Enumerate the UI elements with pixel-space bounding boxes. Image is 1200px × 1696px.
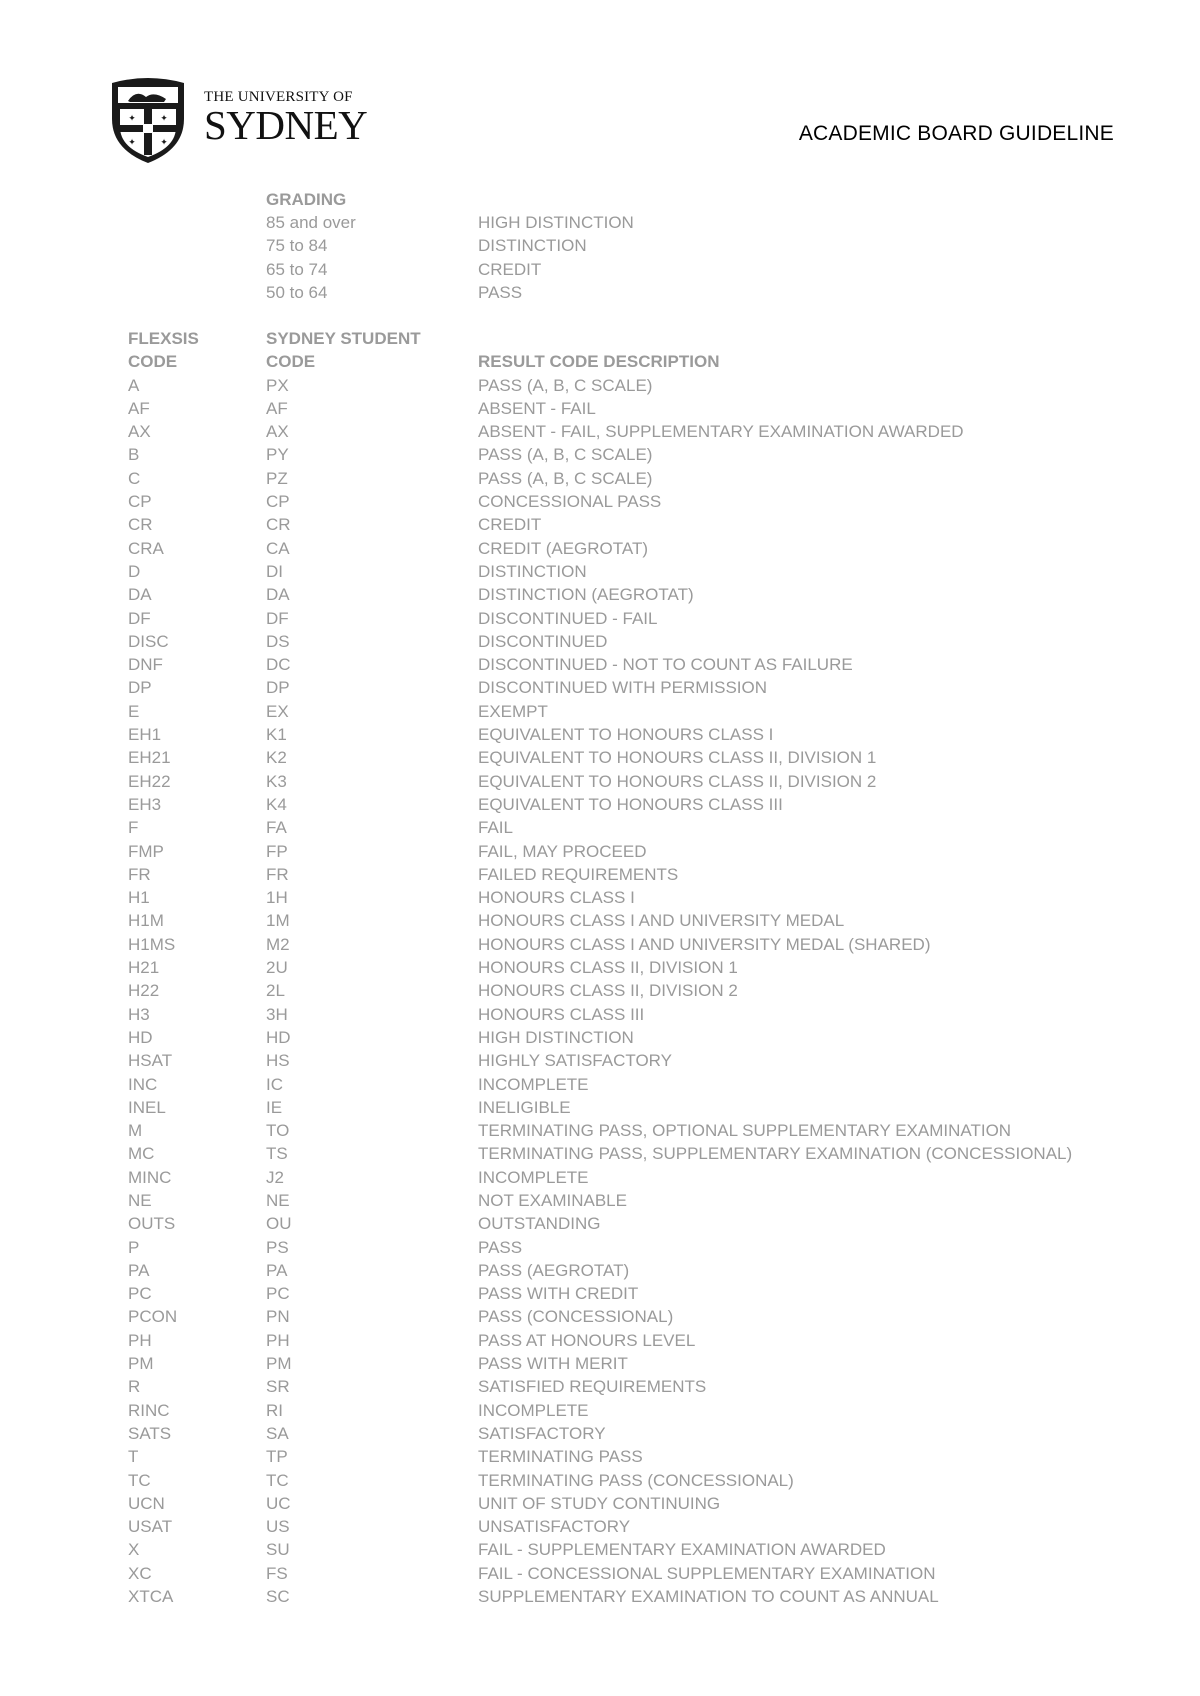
grading-range: 75 to 84 — [266, 236, 328, 256]
result-description: CREDIT (AEGROTAT) — [478, 538, 648, 558]
sydney-student-code: M2 — [266, 934, 290, 954]
sydney-student-code: TO — [266, 1121, 290, 1141]
flexsis-code: DF — [128, 608, 151, 628]
header-description: RESULT CODE DESCRIPTION — [478, 352, 720, 372]
result-description: HONOURS CLASS I — [478, 888, 635, 908]
grading-range: 65 to 74 — [266, 259, 328, 279]
flexsis-code: EH3 — [128, 794, 162, 814]
flexsis-code: AF — [128, 398, 150, 418]
result-description: UNIT OF STUDY CONTINUING — [478, 1493, 721, 1513]
sydney-student-code: PM — [266, 1354, 292, 1374]
sydney-student-code: 1H — [266, 888, 288, 908]
table-row — [128, 1585, 1072, 1608]
sydney-student-code: PY — [266, 445, 289, 465]
table-row — [128, 1259, 1072, 1282]
table-row — [128, 1119, 1072, 1142]
table-row — [128, 1375, 1072, 1398]
flexsis-code: DISC — [128, 631, 169, 651]
sydney-student-code: PA — [266, 1260, 288, 1280]
flexsis-code: TC — [128, 1470, 151, 1490]
result-description: UNSATISFACTORY — [478, 1517, 631, 1537]
flexsis-code: NE — [128, 1190, 152, 1210]
sydney-student-code: PH — [266, 1330, 290, 1350]
sydney-student-code: SR — [266, 1377, 290, 1397]
table-row — [128, 397, 1072, 420]
grading-grade: HIGH DISTINCTION — [478, 213, 634, 232]
header-flexsis: FLEXSIS — [128, 329, 199, 348]
flexsis-code: A — [128, 375, 140, 395]
table-row — [128, 816, 1072, 839]
grading-grade: CREDIT — [478, 259, 542, 279]
table-row — [128, 467, 1072, 490]
grading-row — [266, 211, 634, 234]
sydney-student-code: DI — [266, 561, 283, 581]
result-description: DISTINCTION — [478, 561, 587, 581]
sydney-student-code: SU — [266, 1540, 290, 1560]
sydney-student-code: AF — [266, 398, 288, 418]
header-sydney-code: CODE — [266, 352, 316, 372]
flexsis-code: PA — [128, 1260, 150, 1280]
result-description: DISTINCTION (AEGROTAT) — [478, 585, 694, 605]
flexsis-code: M — [128, 1121, 143, 1141]
table-row — [128, 700, 1072, 723]
result-description: INCOMPLETE — [478, 1400, 589, 1420]
sydney-student-code: NE — [266, 1190, 290, 1210]
grading-section — [266, 188, 634, 304]
flexsis-code: OUTS — [128, 1214, 176, 1234]
table-row — [128, 840, 1072, 863]
sydney-student-code: 1M — [266, 911, 290, 931]
table-row — [128, 723, 1072, 746]
table-row — [128, 490, 1072, 513]
table-row — [128, 1073, 1072, 1096]
flexsis-code: EH22 — [128, 771, 171, 791]
table-row — [128, 1469, 1072, 1492]
table-row — [128, 1515, 1072, 1538]
table-row — [128, 1236, 1072, 1259]
flexsis-code: PH — [128, 1330, 152, 1350]
table-row — [128, 1026, 1072, 1049]
flexsis-code: XTCA — [128, 1587, 174, 1607]
sydney-student-code: DC — [266, 655, 291, 675]
result-description: PASS (AEGROTAT) — [478, 1260, 630, 1280]
flexsis-code: C — [128, 468, 141, 488]
table-row — [128, 1562, 1072, 1585]
sydney-student-code: RI — [266, 1400, 283, 1420]
grading-range: 50 to 64 — [266, 282, 328, 302]
table-row — [128, 746, 1072, 769]
table-row — [128, 537, 1072, 560]
table-row — [128, 653, 1072, 676]
flexsis-code: F — [128, 818, 139, 838]
flexsis-code: HD — [128, 1027, 153, 1047]
university-crest-icon — [106, 75, 190, 165]
table-row — [128, 1445, 1072, 1468]
table-row — [128, 560, 1072, 583]
flexsis-code: P — [128, 1237, 140, 1257]
flexsis-code: B — [128, 445, 140, 465]
sydney-student-code: CR — [266, 515, 291, 535]
sydney-student-code: AX — [266, 422, 289, 442]
svg-text:✦: ✦ — [128, 113, 136, 123]
flexsis-code: FR — [128, 864, 151, 884]
table-row — [128, 1305, 1072, 1328]
result-description: TERMINATING PASS — [478, 1447, 643, 1467]
result-description: FAIL — [478, 818, 513, 838]
result-description: EQUIVALENT TO HONOURS CLASS III — [478, 794, 783, 814]
flexsis-code: SATS — [128, 1423, 172, 1443]
result-description: PASS WITH MERIT — [478, 1354, 628, 1374]
table-row — [128, 1189, 1072, 1212]
result-description: HONOURS CLASS II, DIVISION 2 — [478, 981, 738, 1001]
result-description: FAIL, MAY PROCEED — [478, 841, 647, 861]
flexsis-code: H1M — [128, 911, 164, 931]
table-row — [128, 1096, 1072, 1119]
table-row — [128, 1329, 1072, 1352]
table-row — [128, 1352, 1072, 1375]
flexsis-code: AX — [128, 422, 151, 442]
sydney-student-code: K4 — [266, 794, 287, 814]
result-description: HONOURS CLASS III — [478, 1004, 645, 1024]
sydney-student-code: FS — [266, 1563, 288, 1583]
flexsis-code: H21 — [128, 958, 160, 978]
grading-grade: PASS — [478, 282, 523, 302]
result-description: PASS (A, B, C SCALE) — [478, 445, 653, 465]
table-row — [128, 630, 1072, 653]
result-description: INCOMPLETE — [478, 1167, 589, 1187]
flexsis-code: CRA — [128, 538, 164, 558]
table-row — [128, 1049, 1072, 1072]
sydney-student-code: UC — [266, 1493, 291, 1513]
sydney-student-code: DA — [266, 585, 290, 605]
result-description: ABSENT - FAIL — [478, 398, 596, 418]
table-row — [128, 513, 1072, 536]
flexsis-code: XC — [128, 1563, 152, 1583]
table-row — [128, 676, 1072, 699]
flexsis-code: PCON — [128, 1307, 178, 1327]
flexsis-code: R — [128, 1377, 141, 1397]
sydney-student-code: HS — [266, 1051, 290, 1071]
grading-range: 85 and over — [266, 213, 356, 232]
flexsis-code: H22 — [128, 981, 160, 1001]
sydney-student-code: CA — [266, 538, 290, 558]
table-row — [128, 1422, 1072, 1445]
table-row — [128, 443, 1072, 466]
sydney-student-code: K1 — [266, 725, 287, 745]
flexsis-code: H1MS — [128, 934, 176, 954]
result-description: FAIL - SUPPLEMENTARY EXAMINATION AWARDED — [478, 1540, 886, 1560]
header-sydney-student: SYDNEY STUDENT — [266, 329, 421, 348]
table-row — [128, 374, 1072, 397]
flexsis-code: INC — [128, 1074, 158, 1094]
result-description: EQUIVALENT TO HONOURS CLASS II, DIVISION 2 — [478, 771, 877, 791]
sydney-student-code: EX — [266, 701, 289, 721]
result-description: FAILED REQUIREMENTS — [478, 864, 679, 884]
result-description: PASS (A, B, C SCALE) — [478, 375, 653, 395]
sydney-student-code: 2U — [266, 958, 288, 978]
sydney-student-code: PC — [266, 1284, 290, 1304]
sydney-student-code: K2 — [266, 748, 287, 768]
result-description: HIGHLY SATISFACTORY — [478, 1051, 672, 1071]
result-description: CREDIT — [478, 515, 542, 535]
sydney-student-code: SA — [266, 1423, 289, 1443]
result-description: PASS — [478, 1237, 523, 1257]
sydney-student-code: 2L — [266, 981, 285, 1001]
result-description: DISCONTINUED - FAIL — [478, 608, 658, 628]
university-name-line2: SYDNEY — [204, 102, 368, 148]
table-header-row-2 — [128, 350, 1072, 373]
result-description: INCOMPLETE — [478, 1074, 589, 1094]
result-description: SATISFIED REQUIREMENTS — [478, 1377, 707, 1397]
svg-text:✦: ✦ — [160, 113, 168, 123]
result-description: TERMINATING PASS, SUPPLEMENTARY EXAMINATION (CONCESSIONAL) — [478, 1144, 1073, 1164]
sydney-student-code: FP — [266, 841, 288, 861]
sydney-student-code: 3H — [266, 1004, 288, 1024]
sydney-student-code: OU — [266, 1214, 292, 1234]
result-description: EQUIVALENT TO HONOURS CLASS I — [478, 725, 774, 745]
flexsis-code: PC — [128, 1284, 152, 1304]
grading-row — [266, 281, 634, 304]
svg-text:✦: ✦ — [128, 137, 136, 147]
result-description: TERMINATING PASS (CONCESSIONAL) — [478, 1470, 794, 1490]
table-header-row-1 — [128, 327, 1072, 350]
sydney-student-code: FA — [266, 818, 287, 838]
result-description: FAIL - CONCESSIONAL SUPPLEMENTARY EXAMINATION — [478, 1563, 936, 1583]
table-row — [128, 607, 1072, 630]
header-flexsis-code: CODE — [128, 352, 178, 372]
sydney-student-code: K3 — [266, 771, 287, 791]
result-description: OUTSTANDING — [478, 1214, 601, 1234]
flexsis-code: H1 — [128, 888, 150, 908]
result-description: EQUIVALENT TO HONOURS CLASS II, DIVISION 1 — [478, 748, 877, 768]
result-description: CONCESSIONAL PASS — [478, 492, 662, 512]
table-row — [128, 1212, 1072, 1235]
sydney-student-code: DS — [266, 631, 290, 651]
result-description: ABSENT - FAIL, SUPPLEMENTARY EXAMINATION AWARDED — [478, 422, 964, 442]
sydney-student-code: US — [266, 1517, 290, 1537]
sydney-student-code: SC — [266, 1587, 290, 1607]
flexsis-code: DP — [128, 678, 152, 698]
sydney-student-code: CP — [266, 492, 290, 512]
sydney-student-code: TC — [266, 1470, 289, 1490]
table-row — [128, 863, 1072, 886]
flexsis-code: D — [128, 561, 141, 581]
grading-row — [266, 234, 634, 257]
flexsis-code: INEL — [128, 1097, 166, 1117]
sydney-student-code: PZ — [266, 468, 288, 488]
result-description: PASS (CONCESSIONAL) — [478, 1307, 674, 1327]
grading-grade: DISTINCTION — [478, 236, 587, 256]
table-row — [128, 933, 1072, 956]
university-name-line1: THE UNIVERSITY OF — [204, 89, 353, 105]
table-row — [128, 1492, 1072, 1515]
table-row — [128, 1142, 1072, 1165]
flexsis-code: FMP — [128, 841, 164, 861]
table-row — [128, 793, 1072, 816]
flexsis-code: EH1 — [128, 725, 162, 745]
flexsis-code: USAT — [128, 1517, 173, 1537]
sydney-student-code: PX — [266, 375, 289, 395]
flexsis-code: DA — [128, 585, 152, 605]
result-description: TERMINATING PASS, OPTIONAL SUPPLEMENTARY EXAMINATION — [478, 1121, 1012, 1141]
flexsis-code: HSAT — [128, 1051, 173, 1071]
flexsis-code: UCN — [128, 1493, 165, 1513]
result-description: HONOURS CLASS I AND UNIVERSITY MEDAL (SHARED) — [478, 934, 931, 954]
flexsis-code: RINC — [128, 1400, 170, 1420]
sydney-student-code: J2 — [266, 1167, 284, 1187]
grading-row — [266, 258, 634, 281]
table-body — [128, 374, 1072, 1609]
flexsis-code: MC — [128, 1144, 155, 1164]
table-row — [128, 1282, 1072, 1305]
svg-text:✦: ✦ — [160, 137, 168, 147]
sydney-student-code: IE — [266, 1097, 283, 1117]
flexsis-code: DNF — [128, 655, 163, 675]
sydney-student-code: PS — [266, 1237, 289, 1257]
sydney-student-code: IC — [266, 1074, 283, 1094]
table-row — [128, 420, 1072, 443]
flexsis-code: CP — [128, 492, 152, 512]
result-description: NOT EXAMINABLE — [478, 1190, 627, 1210]
university-wordmark — [204, 89, 368, 148]
table-row — [128, 1538, 1072, 1561]
table-row — [128, 1399, 1072, 1422]
result-description: EXEMPT — [478, 701, 548, 721]
flexsis-code: T — [128, 1447, 139, 1467]
result-description: SATISFACTORY — [478, 1423, 606, 1443]
flexsis-code: MINC — [128, 1167, 172, 1187]
table-row — [128, 886, 1072, 909]
result-description: HIGH DISTINCTION — [478, 1027, 634, 1047]
flexsis-code: PM — [128, 1354, 154, 1374]
result-description: PASS AT HONOURS LEVEL — [478, 1330, 696, 1350]
sydney-student-code: DP — [266, 678, 290, 698]
flexsis-code: EH21 — [128, 748, 171, 768]
sydney-student-code: TS — [266, 1144, 288, 1164]
table-row — [128, 583, 1072, 606]
result-description: DISCONTINUED — [478, 631, 608, 651]
table-row — [128, 909, 1072, 932]
sydney-student-code: PN — [266, 1307, 290, 1327]
result-description: PASS (A, B, C SCALE) — [478, 468, 653, 488]
result-description: DISCONTINUED - NOT TO COUNT AS FAILURE — [478, 655, 853, 675]
sydney-student-code: FR — [266, 864, 289, 884]
flexsis-code: E — [128, 701, 140, 721]
table-row — [128, 956, 1072, 979]
table-row — [128, 979, 1072, 1002]
result-description: SUPPLEMENTARY EXAMINATION TO COUNT AS ANNUAL — [478, 1587, 939, 1607]
university-logo — [106, 75, 366, 165]
table-row — [128, 1003, 1072, 1026]
sydney-student-code: DF — [266, 608, 289, 628]
result-description: DISCONTINUED WITH PERMISSION — [478, 678, 768, 698]
result-description: HONOURS CLASS II, DIVISION 1 — [478, 958, 738, 978]
result-description: HONOURS CLASS I AND UNIVERSITY MEDAL — [478, 911, 845, 931]
result-description: PASS WITH CREDIT — [478, 1284, 639, 1304]
sydney-student-code: TP — [266, 1447, 288, 1467]
table-row — [128, 1166, 1072, 1189]
sydney-student-code: HD — [266, 1027, 291, 1047]
document-type-title: ACADEMIC BOARD GUIDELINE — [798, 122, 1114, 145]
flexsis-code: H3 — [128, 1004, 150, 1024]
grading-heading: GRADING — [266, 190, 347, 209]
result-description: INELIGIBLE — [478, 1097, 571, 1117]
flexsis-code: CR — [128, 515, 153, 535]
flexsis-code: X — [128, 1540, 140, 1560]
table-row — [128, 770, 1072, 793]
result-codes-table — [128, 327, 1072, 1608]
